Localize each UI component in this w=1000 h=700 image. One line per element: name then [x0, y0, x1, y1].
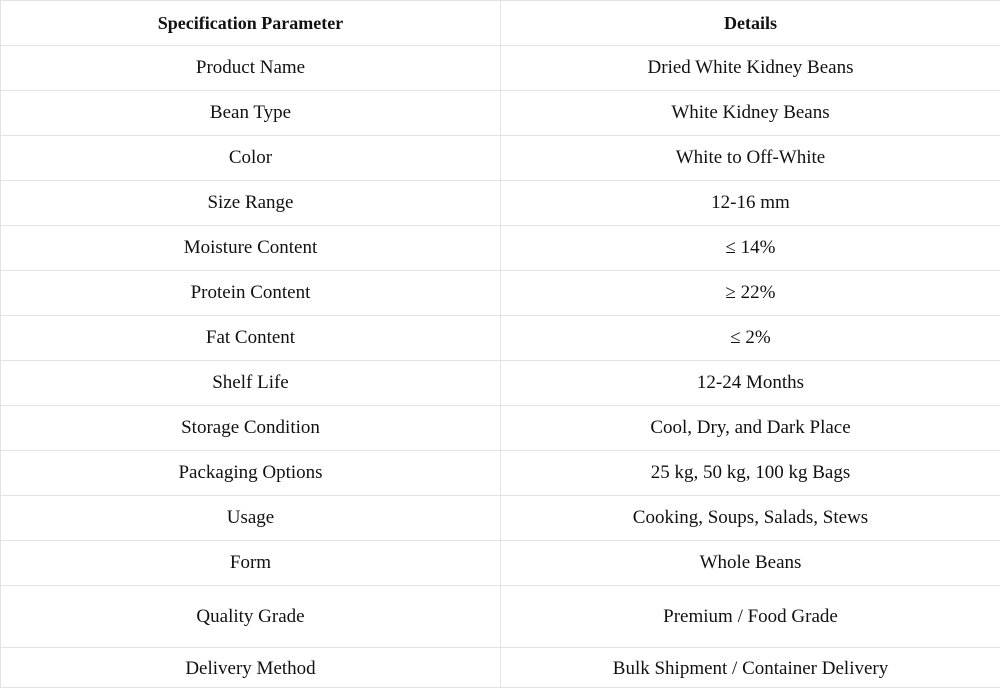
header-details: Details: [501, 1, 1000, 46]
parameter-cell: Packaging Options: [1, 451, 501, 496]
details-cell: Whole Beans: [501, 541, 1000, 586]
parameter-cell: Delivery Method: [1, 648, 501, 688]
parameter-cell: Moisture Content: [1, 226, 501, 271]
table-row: [1, 316, 1000, 361]
details-cell: White Kidney Beans: [501, 91, 1000, 136]
table-row: [1, 451, 1000, 496]
parameter-cell: Fat Content: [1, 316, 501, 361]
parameter-cell: Bean Type: [1, 91, 501, 136]
table-row: [1, 586, 1000, 648]
details-cell: Cool, Dry, and Dark Place: [501, 406, 1000, 451]
details-cell: ≤ 14%: [501, 226, 1000, 271]
details-cell: Dried White Kidney Beans: [501, 46, 1000, 91]
table-row: [1, 46, 1000, 91]
table-row: [1, 648, 1000, 688]
parameter-cell: Usage: [1, 496, 501, 541]
parameter-cell: Color: [1, 136, 501, 181]
parameter-cell: Shelf Life: [1, 361, 501, 406]
details-cell: 12-16 mm: [501, 181, 1000, 226]
table-header-row: [1, 1, 1000, 46]
parameter-cell: Form: [1, 541, 501, 586]
details-cell: 12-24 Months: [501, 361, 1000, 406]
details-cell: Bulk Shipment / Container Delivery: [501, 648, 1000, 688]
parameter-cell: Protein Content: [1, 271, 501, 316]
table-row: [1, 541, 1000, 586]
table-row: [1, 91, 1000, 136]
header-specification-parameter: Specification Parameter: [1, 1, 501, 46]
details-cell: Cooking, Soups, Salads, Stews: [501, 496, 1000, 541]
parameter-cell: Storage Condition: [1, 406, 501, 451]
parameter-cell: Quality Grade: [1, 586, 501, 648]
details-cell: Premium / Food Grade: [501, 586, 1000, 648]
details-cell: ≥ 22%: [501, 271, 1000, 316]
table-row: [1, 136, 1000, 181]
table-row: [1, 181, 1000, 226]
table-row: [1, 406, 1000, 451]
table-row: [1, 226, 1000, 271]
parameter-cell: Size Range: [1, 181, 501, 226]
details-cell: 25 kg, 50 kg, 100 kg Bags: [501, 451, 1000, 496]
details-cell: White to Off-White: [501, 136, 1000, 181]
table-row: [1, 271, 1000, 316]
parameter-cell: Product Name: [1, 46, 501, 91]
table-row: [1, 496, 1000, 541]
table-row: [1, 361, 1000, 406]
details-cell: ≤ 2%: [501, 316, 1000, 361]
